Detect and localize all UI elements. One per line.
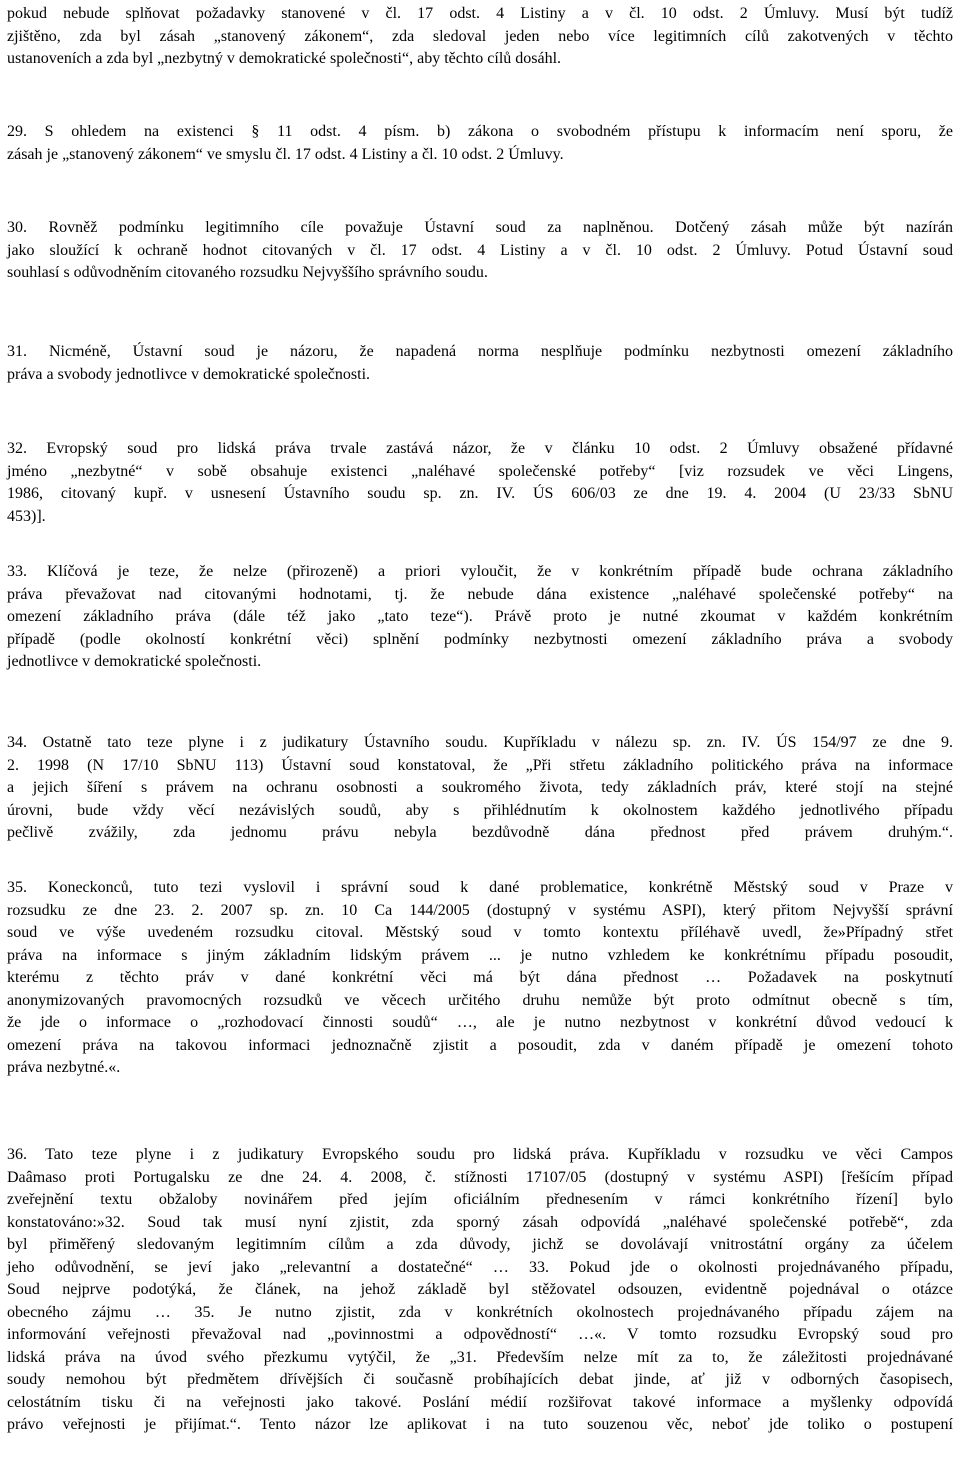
text-line: práva převažovat nad citovanými hodnotami, tj. že nebude dána existence „naléhavé společenské potřeby“ na <box>7 585 953 603</box>
text-line: omezení práva na takovou informaci jednoznačně zjistit a posoudit, zda v daném případě je omezení tohoto <box>7 1036 953 1054</box>
paragraph-34 <box>7 732 953 845</box>
paragraph-33 <box>7 561 953 674</box>
text-line: informování veřejnosti převažoval nad „povinnostmi a odpovědností“ …«. V tomto rozsudku Evropský soud pro <box>7 1326 953 1343</box>
text-line: 31. Nicméně, Ústavní soud je názoru, že napadená norma nesplňuje podmínku nezbytnosti omezení základního <box>7 343 953 360</box>
paragraph-32 <box>7 438 953 528</box>
text-line: pokud nebude splňovat požadavky stanovené v čl. 17 odst. 4 Listiny a v čl. 10 odst. 2 Úmluvy. Musí být tudíž <box>7 5 953 22</box>
text-line: 30. Rovněž podmínku legitimního cíle považuje Ústavní soud za naplněnou. Dotčený zásah může být nazírán <box>7 219 953 236</box>
text-line: Soud nejprve podotýká, že článek, na jehož základě byl stěžovatel odsouzen, evidentně pojednával o otázce <box>7 1281 953 1298</box>
text-line: pečlivě zvážily, zda jednomu právu nebyla bezdůvodně dána přednost před právem druhým.“. <box>7 824 953 841</box>
text-line: ustanoveních a zda byl „nezbytný v demokratické společnosti“, aby těchto cílů dosáhl. <box>7 50 562 67</box>
text-line: rozsudku ze dne 23. 2. 2007 sp. zn. 10 Ca 144/2005 (dostupný v systému ASPI), který přitom Nejvyšší správní <box>7 901 953 919</box>
text-line: byl přiměřený sledovaným legitimním cílům a zda důvody, jichž se dovolávají vnitrostátní orgány za účelem <box>7 1236 953 1253</box>
text-line: že jde o informace o „rozhodovací činnosti soudů“ …, ale je nutno nezbytnost v konkrétní důvod vedoucí k <box>7 1014 953 1031</box>
text-line: Daâmaso proti Portugalsku ze dne 24. 4. 2008, č. stížnosti 17107/05 (dostupný v systému ASPI) [řešícím případ <box>7 1168 953 1186</box>
text-line: a jejich šíření s právem na ochranu osobnosti a soukromého života, tedy základních práv, které stojí na stejné <box>7 779 953 796</box>
text-line: soud ve výše uvedeném rozsudku citoval. Městský soud v tomto kontextu příléhavě uvedl, že»Případný střet <box>7 924 953 941</box>
text-line: anonymizovaných pravomocných rozsudků ve věcech určitého druhu nemůže být proto odmítnut obecně s tím, <box>7 991 953 1009</box>
paragraph-30 <box>7 217 953 285</box>
text-line: 1986, citovaný kupř. v usnesení Ústavního soudu sp. zn. IV. ÚS 606/03 ze dne 19. 4. 2004 (U 23/33 SbNU <box>7 485 953 502</box>
text-line: konstatováno:»32. Soud tak musí nyní zjistit, zda sporný zásah odpovídá „naléhavé společenské potřebě“, zda <box>7 1213 953 1231</box>
paragraph-36 <box>7 1144 953 1437</box>
text-line: jméno „nezbytné“ v sobě obsahuje existenci „naléhavé společenské potřeby“ [viz rozsudek ve věci Lingens, <box>7 462 953 480</box>
text-line: obecného zájmu … 35. Je nutno zjistit, zda v konkrétních okolnostech projednávaného případu zájem na <box>7 1303 953 1321</box>
text-line: 453)]. <box>7 507 46 525</box>
text-line: celostátním tisku či na veřejnosti jako takové. Poslání médií rozšiřovat takové informace a myšlenky odpovídá <box>7 1393 953 1411</box>
text-line: 34. Ostatně tato teze plyne i z judikatury Ústavního soudu. Kupříkladu v nálezu sp. zn. IV. ÚS 154/97 ze dne 9. <box>7 734 953 751</box>
text-line: omezení základního práva (dále též jako „tato teze“). Právě proto je nutné zkoumat v každém konkrétním <box>7 608 953 625</box>
text-line: 2. 1998 (N 17/10 SbNU 113) Ústavní soud konstatoval, že „Při střetu základního politického práva na informace <box>7 756 953 774</box>
text-line: kterému z těchto práv v dané konkrétní věci má být dána přednost … Požadavek na poskytnutí <box>7 969 953 986</box>
text-line: 32. Evropský soud pro lidská práva trvale zastává názor, že v článku 10 odst. 2 Úmluvy obsažené přídavné <box>7 440 953 457</box>
text-line: jednotlivce v demokratické společnosti. <box>7 653 262 670</box>
text-line: soudy nemohou být předmětem dřívějších či současně probíhajících debat jinde, ať již v odborných časopisech, <box>7 1371 953 1388</box>
text-line: zjištěno, zda byl zásah „stanovený zákonem“, zda sledoval jeden nebo více legitimních cílů zakotvených v těchto <box>7 27 953 45</box>
text-line: 29. S ohledem na existenci § 11 odst. 4 písm. b) zákona o svobodném přístupu k informacím není sporu, že <box>7 123 953 140</box>
paragraph-continuation <box>7 3 953 71</box>
text-line: jako sloužící k ochraně hodnot citovaných v čl. 17 odst. 4 Listiny a v čl. 10 odst. 2 Úmluvy. Potud Ústavní soud <box>7 241 953 259</box>
text-line: případě (podle okolností konkrétní věci) splnění podmínky nezbytnosti omezení základního práva a svobody <box>7 630 953 648</box>
text-line: 33. Klíčová je teze, že nelze (přirozeně) a priori vyloučit, že v konkrétním případě bude ochrana základního <box>7 563 953 580</box>
text-line: souhlasí s odůvodněním citovaného rozsudku Nejvyššího správního soudu. <box>7 264 488 281</box>
text-line: lidská práva na úvod svého přezkumu vytýčil, že „31. Především nelze mít za to, že záležitosti projednávané <box>7 1348 953 1366</box>
text-line: práva a svobody jednotlivce v demokratické společnosti. <box>7 365 371 383</box>
text-line: práva na informace s jiným základním lidským právem ... je nutno vzhledem ke konkrétnímu případu posoudit, <box>7 946 953 964</box>
text-line: úrovni, bude vždy věcí nezávislých soudů, aby s přihlédnutím k okolnostem každého jednotlivého případu <box>7 801 953 819</box>
text-line: zásah je „stanovený zákonem“ ve smyslu čl. 17 odst. 4 Listiny a čl. 10 odst. 2 Úmluvy. <box>7 145 564 163</box>
paragraph-29 <box>7 121 953 166</box>
text-line: 35. Koneckonců, tuto tezi vyslovil i správní soud k dané problematice, konkrétně Městský soud v Praze v <box>7 879 953 896</box>
text-line: právo veřejnosti je přijímat.“. Tento názor lze aplikovat i na tuto souzenou věc, neboť jde toliko o postupení <box>7 1416 953 1433</box>
text-line: zveřejnění textu obžaloby novinářem před jejím oficiálním přednesením v rámci konkrétního řízení] bylo <box>7 1191 953 1208</box>
text-line: 36. Tato teze plyne i z judikatury Evropského soudu pro lidská práva. Kupříkladu v rozsudku ve věci Campos <box>7 1146 953 1163</box>
text-line: práva nezbytné.«. <box>7 1059 121 1076</box>
text-line: jeho odůvodnění, se jeví jako „relevantní a dostatečné“ … 33. Pokud jde o okolnosti projednávaného případu, <box>7 1258 953 1276</box>
paragraph-31 <box>7 341 953 386</box>
paragraph-35 <box>7 877 953 1080</box>
